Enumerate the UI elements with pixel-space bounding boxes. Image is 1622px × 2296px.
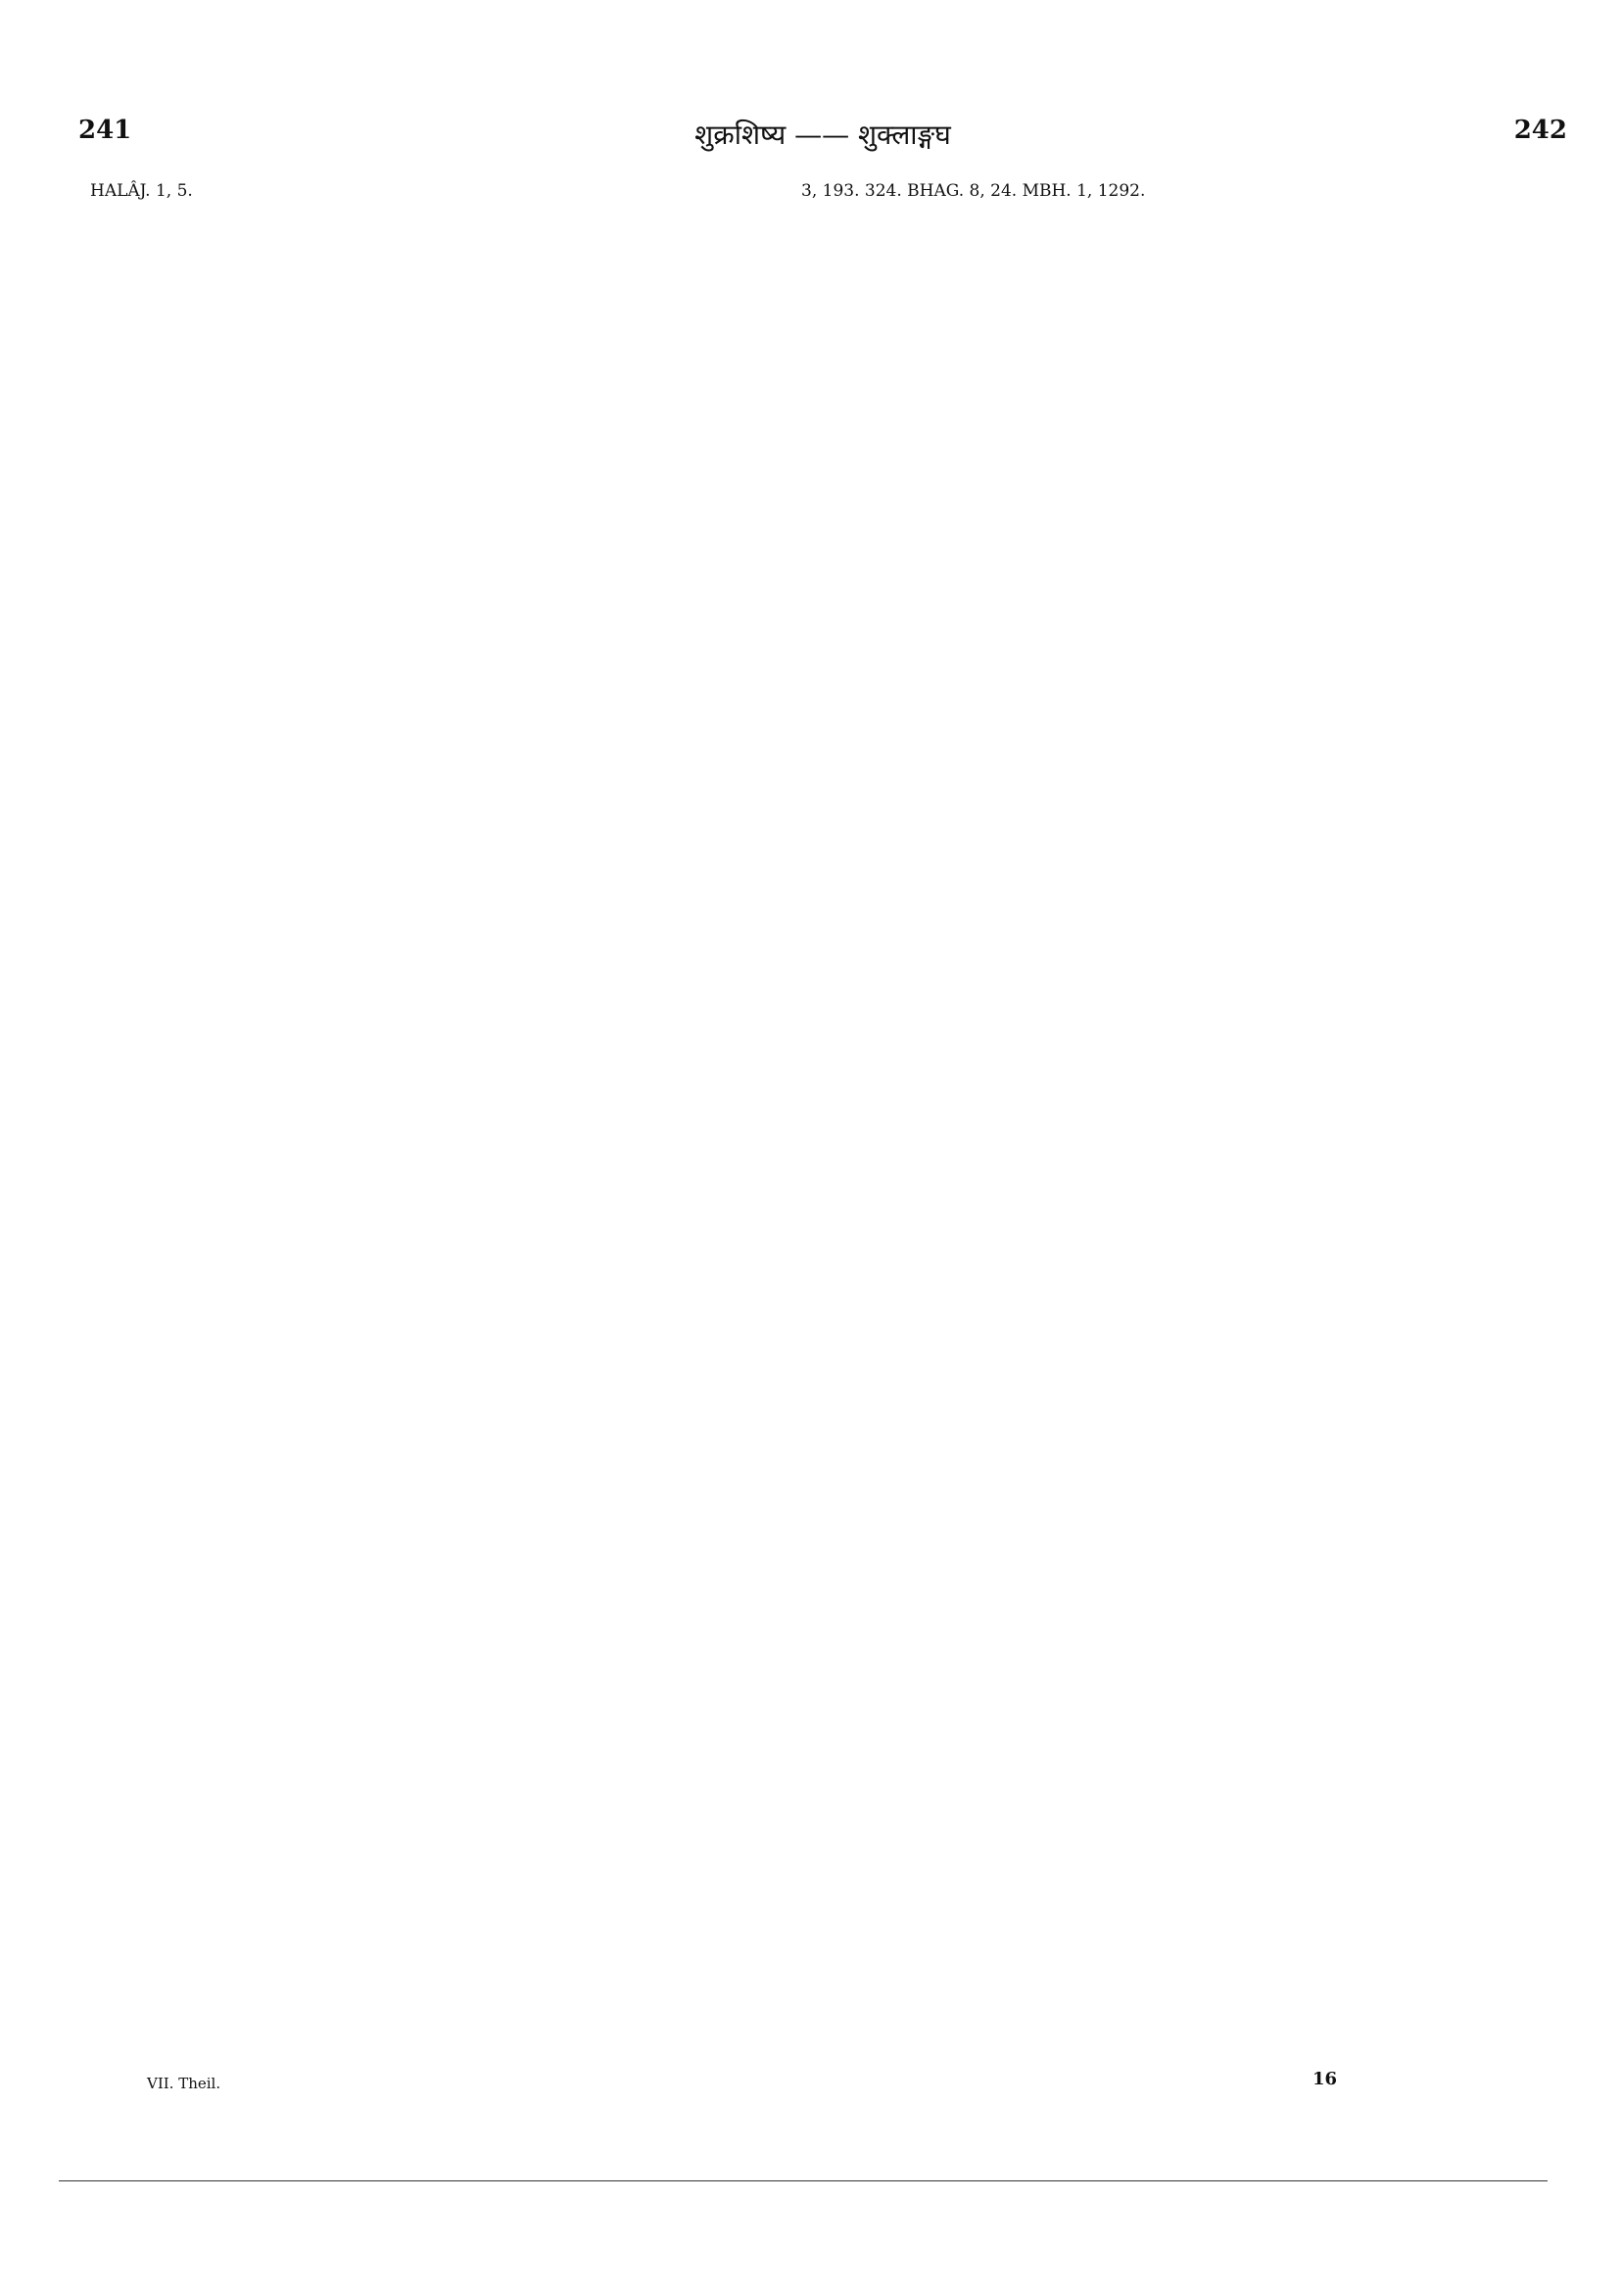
right-column	[801, 176, 1506, 209]
volume-note: VII. Theil.	[147, 2075, 221, 2092]
entry: 3, 193. 324. BHAG. 8, 24. MBH. 1, 1292.	[801, 181, 1146, 201]
entry: HALÂJ. 1, 5.	[90, 181, 193, 201]
header-title-left: शुक्रशिष्य	[694, 119, 787, 151]
left-column	[90, 176, 795, 209]
header-title	[78, 116, 1567, 153]
page-number-right: 242	[1513, 116, 1567, 145]
header-dash: ——	[794, 119, 850, 151]
page-number-left: 241	[78, 116, 132, 145]
signature-mark: 16	[1312, 2069, 1338, 2089]
page-header	[78, 116, 1567, 155]
bottom-rule	[59, 2180, 1548, 2181]
header-title-right: शुक्लाङ्गघ	[858, 119, 951, 151]
